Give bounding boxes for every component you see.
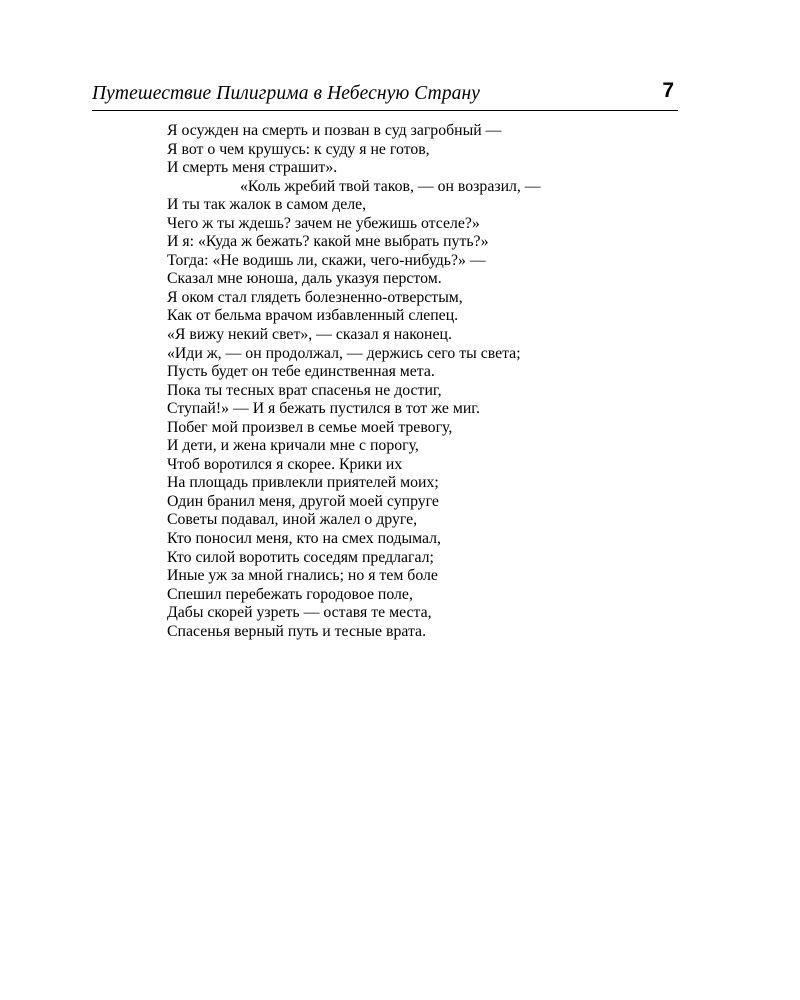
poem-line: Ступай!» — И я бежать пустился в тот же миг. — [167, 400, 480, 418]
page-number: 7 — [662, 79, 674, 102]
poem-line: Один бранил меня, другой моей супруге — [167, 492, 439, 510]
poem-line: Пусть будет он тебе единственная мета. — [167, 363, 435, 381]
poem-line: Кто силой воротить соседям предлагал; — [167, 548, 434, 566]
poem-line: Спешил перебежать городовое поле, — [167, 585, 413, 603]
poem-line: Я оком стал глядеть болезненно-отверстым, — [167, 288, 463, 306]
poem-line-indented: «Коль жребий твой таков, — он возразил, — — [240, 177, 541, 195]
poem-line: На площадь привлекли приятелей моих; — [167, 474, 439, 492]
poem-line: Как от бельма врачом избавленный слепец. — [167, 307, 459, 325]
running-header — [92, 80, 678, 111]
poem-line: Иные уж за мной гнались; но я тем боле — [167, 567, 438, 585]
poem-line: «Я вижу некий свет», — сказал я наконец. — [167, 326, 452, 344]
poem-line: И ты так жалок в самом деле, — [167, 196, 367, 214]
poem-line: Чего ж ты ждешь? зачем не убежишь отселе?» — [167, 214, 480, 232]
poem-line: Я вот о чем крушусь: к суду я не готов, — [167, 140, 430, 158]
poem-line: И дети, и жена кричали мне с порогу, — [167, 437, 419, 455]
poem-line: Я осужден на смерть и позван в суд загробный — — [167, 122, 502, 139]
poem-line: Кто поносил меня, кто на смех подымал, — [167, 530, 441, 548]
poem-line: Чтоб воротился я скорее. Крики их — [167, 455, 403, 473]
poem-text — [167, 122, 687, 641]
poem-line: «Иди ж, — он продолжал, — держись сего ты света; — [167, 344, 521, 362]
poem-line: И я: «Куда ж бежать? какой мне выбрать путь?» — [167, 233, 489, 251]
running-title: Путешествие Пилигрима в Небесную Страну — [92, 83, 481, 104]
poem-line: Пока ты тесных врат спасенья не достиг, — [167, 381, 442, 399]
poem-line: Советы подавал, иной жалел о друге, — [167, 511, 418, 529]
poem-line: Спасенья верный путь и тесные врата. — [167, 622, 427, 640]
poem-line: Дабы скорей узреть — оставя те места, — [167, 604, 432, 622]
poem-line: Тогда: «Не водишь ли, скажи, чего-нибудь?» — — [167, 251, 486, 269]
poem-line: И смерть меня страшит». — [167, 159, 338, 177]
poem-line: Побег мой произвел в семье моей тревогу, — [167, 418, 453, 436]
poem-line: Сказал мне юноша, даль указуя перстом. — [167, 270, 442, 288]
